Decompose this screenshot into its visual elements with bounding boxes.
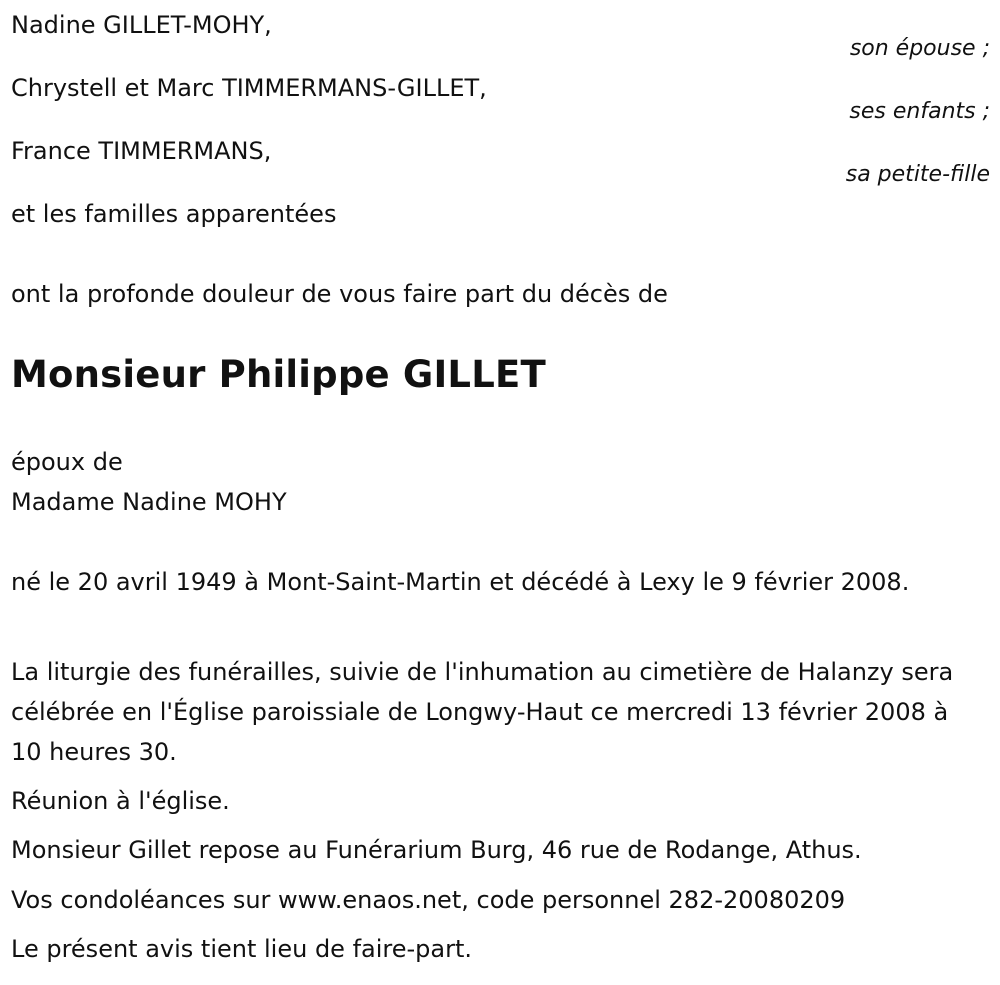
- spouse-intro: époux de: [11, 448, 123, 476]
- announcement-text: ont la profonde douleur de vous faire part du décès de: [11, 280, 668, 308]
- deceased-name: Monsieur Philippe GILLET: [11, 353, 546, 396]
- related-families: et les familles apparentées: [11, 200, 337, 228]
- family-member-role: son épouse ;: [849, 36, 990, 61]
- family-member-role: ses enfants ;: [849, 99, 990, 124]
- condolences-paragraph: Vos condoléances sur www.enaos.net, code personnel 282-20080209: [11, 886, 846, 914]
- family-member-name: Chrystell et Marc TIMMERMANS-GILLET,: [11, 74, 487, 102]
- meeting-paragraph: Réunion à l'église.: [11, 787, 230, 815]
- family-member-name: France TIMMERMANS,: [11, 137, 272, 165]
- liturgy-paragraph: La liturgie des funérailles, suivie de l'inhumation au cimetière de Halanzy sera célébrée en l'Église paroissiale de Longwy-Haut ce mercredi 13 février 2008 à 10 heures 30.: [11, 658, 954, 766]
- family-member-role: sa petite-fille: [845, 162, 990, 187]
- notice-paragraph: Le présent avis tient lieu de faire-part.: [11, 935, 473, 963]
- spouse-name: Madame Nadine MOHY: [11, 488, 287, 516]
- funeral-home-paragraph: Monsieur Gillet repose au Funérarium Burg, 46 rue de Rodange, Athus.: [11, 836, 862, 864]
- family-member-name: Nadine GILLET-MOHY,: [11, 11, 272, 39]
- birth-death-paragraph: né le 20 avril 1949 à Mont-Saint-Martin et décédé à Lexy le 9 février 2008.: [11, 568, 910, 596]
